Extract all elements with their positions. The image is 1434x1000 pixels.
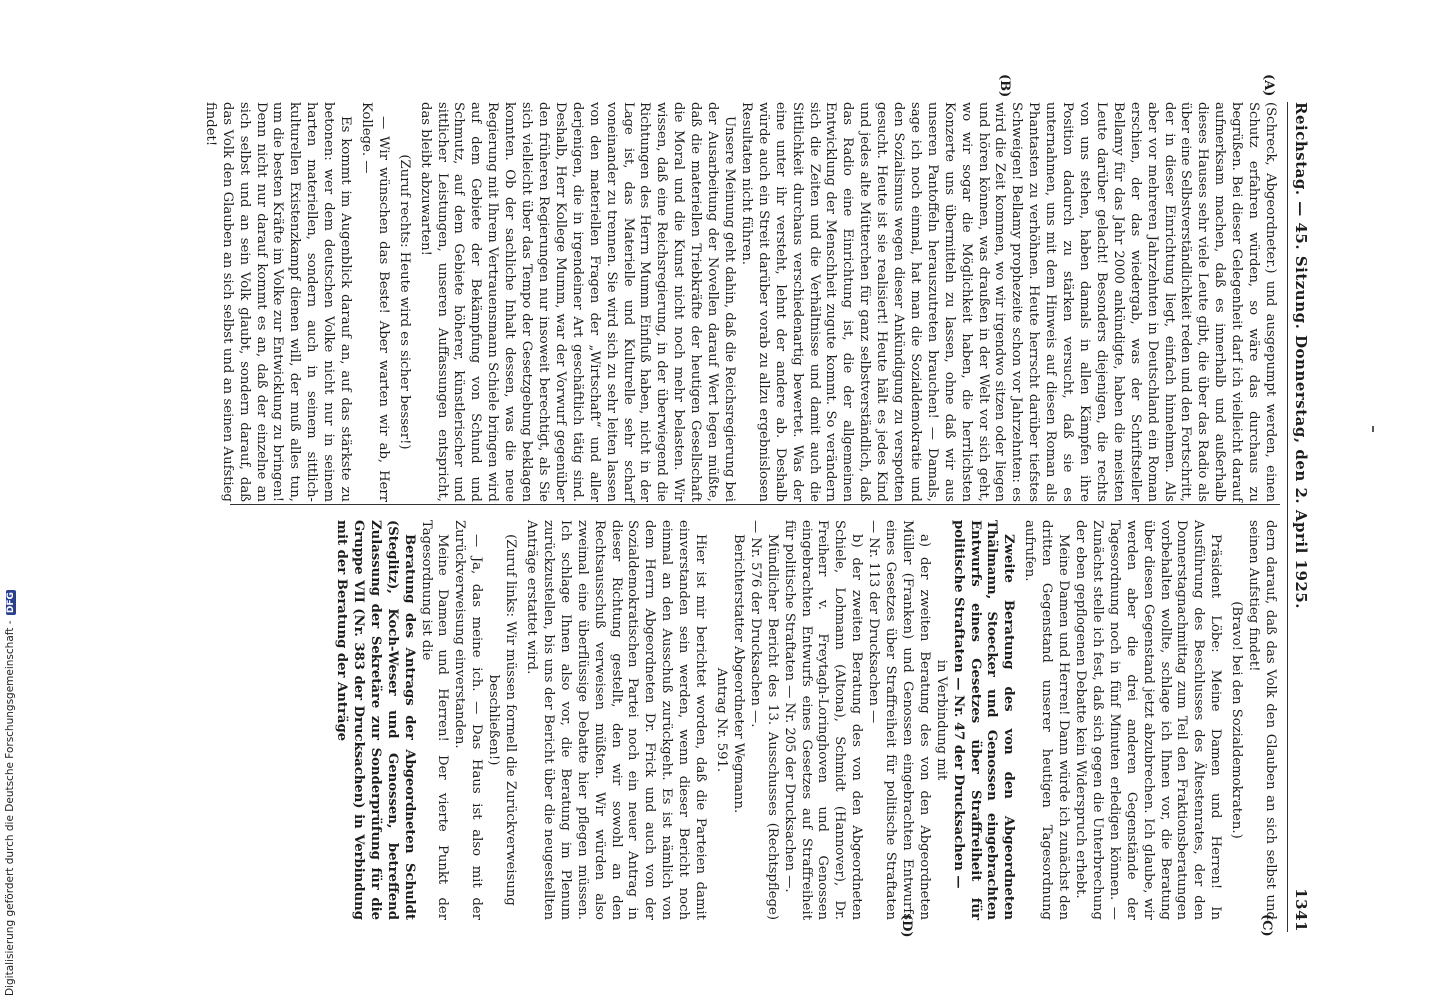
paragraph: Meine Damen und Herren! Dann würde ich zunächst den dritten Gegenstand unserer heutigen Tagesordnung aufrufen. [1022, 520, 1072, 920]
paragraph: — Ja, das meine ich. — Das Haus ist also mit der Zurückverweisung einverstanden. [452, 520, 485, 920]
margin-mark-b: (B) [997, 74, 1012, 98]
page-header [1286, 72, 1312, 932]
agenda-item: Zweite Beratung des von den Abgeordneten Thälmann, Stoecker und Genossen eingebrachten Entwurfs eines Gesetzes über Straffreiheit für politische Straftaten — Nr. 47 der Drucksachen — [950, 520, 1017, 920]
right-column [332, 520, 1278, 920]
speaker-paragraph: Präsident Löbe: Meine Damen und Herren! In Ausführung des Beschlusses des Ältestenrates, der den Donnerstagnachmittag zum Teil den Fraktionsberatungen vorbehalten wollte, schlage ich Ihnen vor, die Beratung über diesen Gegenstand jetzt abzubrechen. Ich glaube, wir werden aber die drei anderen Gegenstände der Tagesordnung noch in fünf Minuten erledigen können. — Zunächst stelle ich fest, daß sich gegen die Unterbrechung der eben gepflogenen Debatte kein Widerspruch erhebt. [1073, 520, 1224, 920]
agenda-subitem: b) der zweiten Beratung des von den Abgeordneten Schiele, Lohmann (Altona), Schmidt (Hannover), Dr. Freiherr v. Freytagh-Loringhoven und Genossen eingebrachten Entwurfs eines Gesetzes auf Straffreiheit für politische Straftaten — Nr. 205 der Drucksachen —. [781, 520, 865, 920]
running-title: Reichstag. — 45. Sitzung. Donnerstag, den 2. April 1925. [1292, 102, 1310, 609]
page-number: 1341 [1292, 888, 1310, 932]
document-page [172, 72, 1312, 938]
report-note: Mündlicher Bericht des 13. Ausschusses (Rechtspflege) — Nr. 576 der Drucksachen —. [747, 520, 780, 920]
paragraph: — Wir wünschen das Beste! Aber warten wir ab, Herr Kollege. — [358, 102, 391, 502]
agenda-connector: in Verbindung mit [933, 659, 949, 781]
motion-number: Antrag Nr. 591. [714, 667, 729, 773]
margin-mark-c: (C) [1259, 914, 1274, 937]
agenda-subitem: a) der zweiten Beratung des von den Abgeordneten Müller (Franken) und Genossen eingebrachten Entwurfs eines Gesetzes über Straffreiheit für politische Straftaten — Nr. 113 der Drucksachen — [866, 520, 932, 920]
dfg-logo: DFG [6, 592, 16, 614]
interjection: (Zuruf rechts: Heute wird es sicher besser!) [396, 154, 412, 450]
header-rule [1287, 102, 1288, 932]
reporter-note: Berichterstatter Abgeordneter Wegmann. [730, 534, 746, 814]
paragraph: dern darauf, daß das Volk den Glauben an sich selbst und seinen Aufstieg findet! [1246, 520, 1278, 920]
scan-speck [1372, 426, 1374, 432]
digitization-text: Digitalisierung gefördert durch die Deutsche Forschungsgemeinschaft - [4, 620, 16, 996]
interjection: (Bravo! bei den Sozialdemokraten.) [1229, 601, 1245, 839]
digitization-note [4, 590, 16, 996]
paragraph: Unsere Meinung geht dahin, daß die Reichsregierung bei der Ausarbeitung der Novellen darauf Wert legen müßte, daß die materiellen Triebkräfte der heutigen Gesellschaft die Moral und die Kunst nicht noch mehr belasten. Wir wissen, daß eine Reichsregierung, in der überwiegend die Richtungen des Herrn Mumm Einfluß haben, nicht in der Lage ist, das Materielle und Kulturelle sehr scharf voneinander zu trennen. Sie wird sich zu sehr leiten lassen von den materiellen Fragen der „Wirtschaft“ und aller derjenigen, die in irgendeiner Art geschäftlich tätig sind. Deshalb, Herr Kollege Mumm, war der Vorwurf gegenüber den früheren Regierungen nur insoweit berechtigt, als Sie sich vielleicht über das Tempo der Gesetzgebung beklagen konnten. Ob der sachliche Inhalt dessen, was die neue Regierung mit Ihrem Vertrauensmann Schiele bringen wird auf dem Gebiete der Bekämpfung von Schund und Schmutz, auf dem Gebiete höherer, künstlerischer und sittlicher Leistungen, unseren Auffassungen entspricht, das bleibt abzuwarten! [417, 102, 737, 502]
paragraph: Meine Damen und Herren! Der vierte Punkt der Tagesordnung ist die [418, 520, 451, 920]
paragraph: Es kommt im Augenblick darauf an, auf das stärkste zu betonen: wer dem deutschen Volke nicht nur in seinem harten materiellen, sondern auch in seinem sittlich-kulturellen Existenzkampf dienen will, der muß alles tun, um die besten Kräfte im Volke zur Entwicklung zu bringen! Denn nicht nur darauf kommt es an, daß der einzelne an sich selbst und an sein Volk glaubt, sondern darauf, daß das Volk den Glauben an sich selbst und an seinen Aufstieg findet! [202, 102, 354, 502]
agenda-item: Beratung des Antrags der Abgeordneten Schuldt (Steglitz), Koch-Weser und Genossen, betreffend Zulassung der Sekretäre zur Sonderprüfung für die Gruppe VII (Nr. 383 der Drucksachen) in Verbindung mit der Beratung der Anträge [334, 520, 417, 920]
left-column [201, 102, 1278, 502]
interjection: (Zuruf links: Wir müssen formell die Zurückverweisung beschließen!) [486, 534, 519, 906]
paragraph: Hier ist mir berichtet worden, daß die Parteien damit einverstanden sein werden, wenn dieser Bericht noch einmal an den Ausschuß zurückgeht. Es ist nämlich von dem Herrn Abgeordneten Dr. Frick und auch von der Sozialdemokratischen Partei noch ein neuer Antrag in dieser Richtung gestellt, den wir sowohl an den Rechtsausschuß verweisen müßten. Wir würden also zweimal eine überflüssige Debatte hier pflegen müssen. Ich schlage Ihnen also vor, die Beratung im Plenum zurückzustellen, bis uns der Bericht über die neugestellten Anträge erstattet wird. [524, 520, 709, 920]
column-divider [230, 504, 1280, 505]
margin-mark-a: (A) [1261, 74, 1276, 97]
paragraph: (Schreck, Abgeordneter.) und ausgepumpt werden, einen Schutz erfahren würden, so wäre das durchaus zu begrüßen. Bei dieser Gelegenheit darf ich vielleicht darauf aufmerksam machen, daß es innerhalb und außerhalb dieses Hauses sehr viele Leute gibt, die über das Radio als über eine Selbstverständlichkeit reden und den Fortschritt, der in dieser Einrichtung liegt, einfach hinnehmen. Als aber vor mehreren Jahrzehnten in Deutschland ein Roman erschien, der das wiedergab, was der Schriftsteller Bellamy für das Jahr 2000 ankündigte, haben die meisten Leute darüber gelacht! Besonders diejenigen, die rechts von uns stehen, haben damals in allen Kämpfen ihre Position dadurch zu stärken versucht, daß sie es unternahmen, uns mit dem Hinweis auf diesen Roman als Phantasten zu verhöhnen. Heute herrscht darüber tiefstes Schweigen! Bellamy prophezeite schon vor Jahrzehnten: es wird die Zeit kommen, wo wir irgendwo sitzen oder liegen und hören können, was draußen in der Welt vor sich geht, wo wir sogar die Möglichkeit haben, die herrlichsten Konzerte uns übermitteln zu lassen, ohne daß wir aus unseren Pantoffeln herauszutreten brauchen! — Damals, sage ich noch einmal, hat man die Sozialdemokratie und den Sozialismus wegen dieser Ankündigung zu verspotten gesucht. Heute ist sie realisiert! Heute hält es jedes Kind und jedes alte Mütterchen für ganz selbstverständlich, daß das Radio eine Einrichtung ist, die der allgemeinen Entwicklung der Menschheit zugute kommt. So verändern sich die Zeiten und die Verhältnisse und damit auch die Sittlichkeit durchaus verschiedenartig bewertet. Was der eine unter ihr versteht, lehnt der andere ab. Deshalb würde auch ein Streit darüber vorab zu allzu ergebnislosen Resultaten nicht führen. [738, 102, 1278, 502]
margin-mark-d: (D) [899, 914, 914, 938]
